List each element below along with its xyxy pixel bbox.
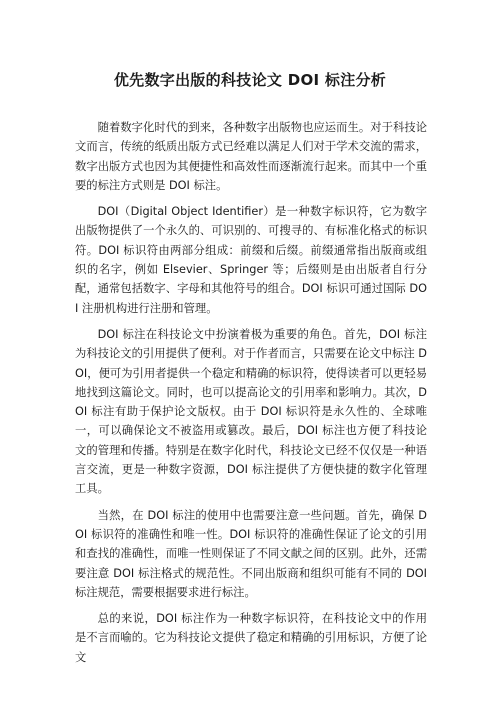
document-body [75, 118, 427, 674]
paragraph-3: DOI 标注在科技论文中扮演着极为重要的角色。首先，DOI 标注为科技论文的引用提供了便利。对于作者而言，只需要在论文中标注 DOI，便可为引用者提供一个稳定和精确的标识符，使得读者可以更轻易地找到这篇论文。同时，也可以提高论文的引用率和影响力。其次，DOI 标注有助于保护论文版权。由于 DOI 标识符是永久性的、全球唯一，可以确保论文不被盗用或篡改。最后，DOI 标注也方便了科技论文的管理和传播。特别是在数字化时代，科技论文已经不仅仅是一种语言交流，更是一种数字资源，DOI 标注提供了方便快捷的数字化管理工具。 [75, 327, 427, 496]
paragraph-5: 总的来说，DOI 标注作为一种数字标识符，在科技论文中的作用是不言而喻的。它为科技论文提供了稳定和精确的引用标识，方便了论文 [75, 612, 427, 664]
paragraph-1: 随着数字化时代的到来，各种数字出版物也应运而生。对于科技论文而言，传统的纸质出版方式已经难以满足人们对于学术交流的需求，数字出版方式也因为其便捷性和高效性而逐渐流行起来。而其中一个重要的标注方式则是 DOI 标注。 [75, 121, 427, 192]
paragraph-4: 当然，在 DOI 标注的使用中也需要注意一些问题。首先，确保 DOI 标识符的准确性和唯一性。DOI 标识符的准确性保证了论文的引用和查找的准确性，而唯一性则保证了不同文献之间的区别。此外，还需要注意 DOI 标注格式的规范性。不同出版商和组织可能有不同的 DOI 标注规范，需要根据要求进行标注。 [75, 508, 427, 599]
document-title: 优先数字出版的科技论文 DOI 标注分析 [113, 71, 387, 89]
paragraph-2: DOI（Digital Object Identifier）是一种数字标识符，它为数字出版物提供了一个永久的、可识别的、可搜寻的、有标准化格式的标识符。DOI 标识符由两部分组成：前缀和后缀。前缀通常指出版商或组织的名字，例如 Elsevier、Springer 等；后缀则是由出版者自行分配，通常包括数字、字母和其他符号的组合。DOI 标识可通过国际 DOI 注册机构进行注册和管理。 [75, 205, 427, 315]
